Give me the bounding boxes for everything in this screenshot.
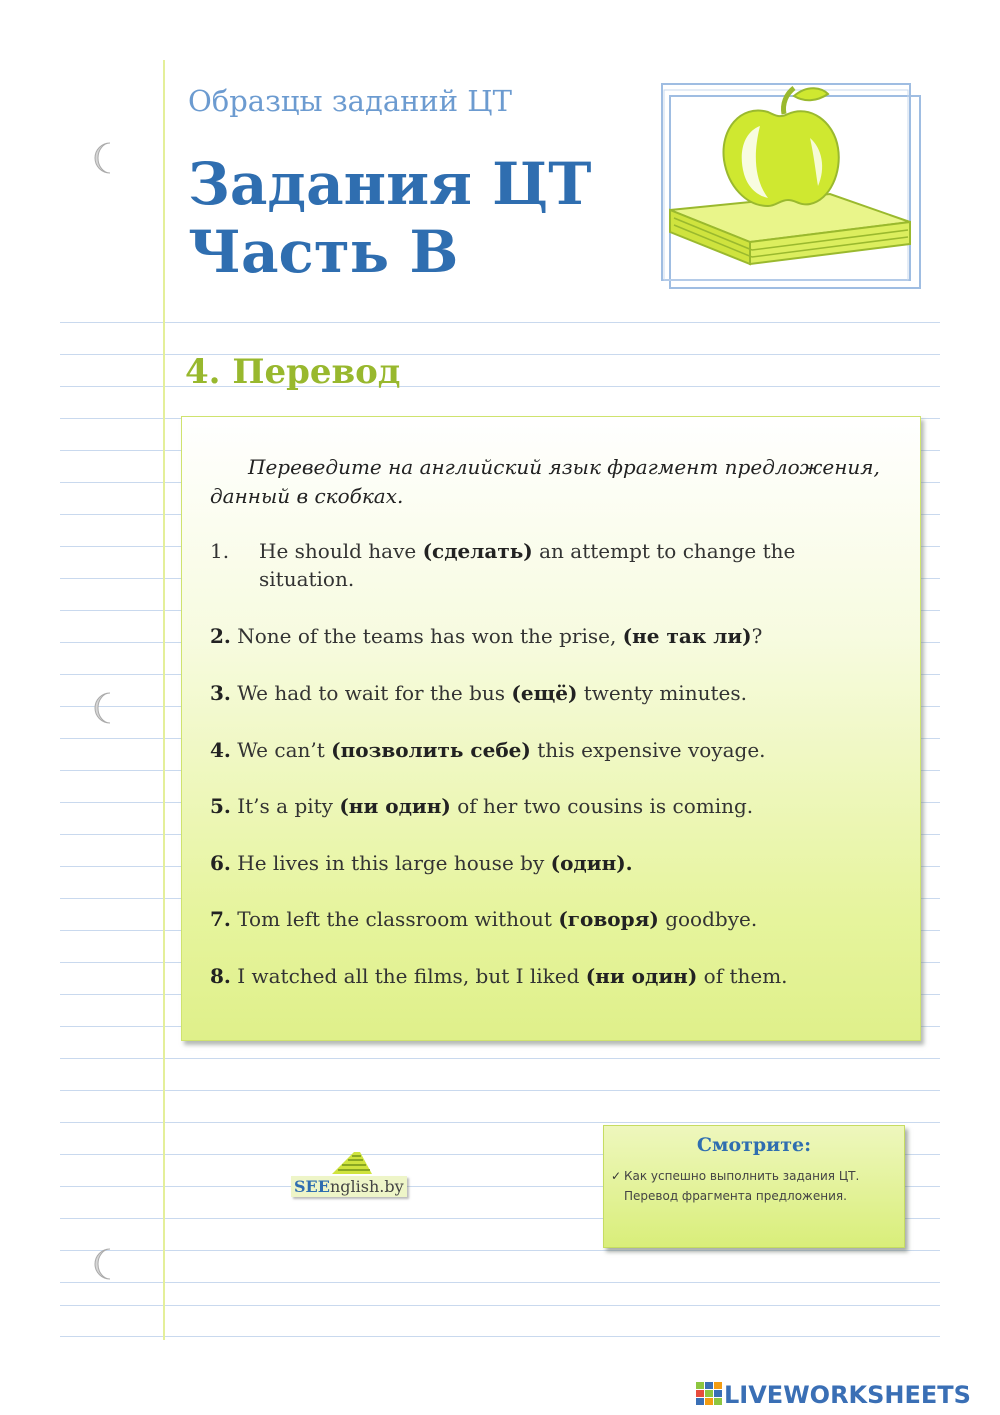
task-item-4: [210, 736, 890, 764]
brand-label: SEEnglish.by: [291, 1176, 407, 1197]
item-text: It’s a pity: [230, 794, 340, 818]
item-text: of them.: [697, 964, 788, 988]
task-box: [181, 416, 921, 1041]
item-number: 2.: [210, 624, 231, 648]
item-number: 1.: [210, 539, 230, 563]
page-title: [188, 150, 591, 286]
stairs-icon: [330, 1150, 374, 1176]
task-item-8: [210, 962, 890, 990]
watermark-text: LIVEWORKSHEETS: [724, 1381, 971, 1409]
title-line-2: Часть B: [188, 218, 459, 286]
item-prompt: (ни один): [339, 794, 451, 818]
item-number: 4.: [210, 738, 231, 762]
task-item-6: [210, 849, 890, 877]
title-line-1: Задания ЦТ: [188, 150, 592, 218]
item-number: 8.: [210, 964, 231, 988]
page-subtitle: Образцы заданий ЦТ: [188, 84, 512, 118]
item-text: of her two cousins is coming.: [450, 794, 754, 818]
item-prompt: (говоря): [558, 907, 659, 931]
binder-hole-icon: [90, 140, 116, 176]
item-text: ?: [751, 624, 763, 648]
item-text: Tom left the classroom without: [230, 907, 559, 931]
item-prompt: (позволить себе): [331, 738, 531, 762]
item-number: 6.: [210, 851, 231, 875]
item-prompt: (один).: [550, 851, 633, 875]
item-text: I watched all the films, but I liked: [230, 964, 586, 988]
item-prompt: (ещё): [511, 681, 578, 705]
item-prompt: (сделать): [422, 539, 533, 563]
item-text: He should have: [259, 539, 423, 563]
item-prompt: (ни один): [585, 964, 698, 988]
see-also-text: Как успешно выполнить задания ЦТ. Перевод фрагмента предложения.: [624, 1169, 860, 1203]
item-text: twenty minutes.: [577, 681, 747, 705]
item-text: an attempt to change the situation.: [259, 539, 796, 591]
check-icon: ✓: [611, 1169, 622, 1183]
seenglish-logo: [290, 1150, 420, 1206]
task-item-2: [210, 622, 890, 650]
task-item-5: [210, 792, 890, 820]
task-item-3: [210, 679, 890, 707]
item-number: 7.: [210, 907, 231, 931]
binder-hole-icon: [90, 1246, 116, 1282]
item-prompt: (не так ли): [622, 624, 752, 648]
apple-book-logo-icon: [660, 82, 922, 290]
task-item-7: [210, 905, 890, 933]
liveworksheets-logo-icon: [696, 1382, 722, 1406]
item-text: We can’t: [230, 738, 332, 762]
see-also-title: Смотрите:: [696, 1134, 812, 1156]
margin-line: [163, 60, 165, 1340]
item-text: None of the teams has won the prise,: [230, 624, 623, 648]
item-text: goodbye.: [658, 907, 758, 931]
item-number: 3.: [210, 681, 231, 705]
liveworksheets-watermark: [696, 1381, 971, 1409]
item-text: this expensive voyage.: [530, 738, 766, 762]
item-text: We had to wait for the bus: [230, 681, 512, 705]
binder-hole-icon: [90, 690, 116, 726]
section-heading: 4. Перевод: [185, 352, 401, 392]
task-instruction: Переведите на английский язык фрагмент предложения, данный в скобках.: [210, 455, 880, 508]
see-also-link[interactable]: [611, 1166, 894, 1206]
item-number: 5.: [210, 794, 231, 818]
item-text: He lives in this large house by: [230, 851, 551, 875]
see-also-box: [603, 1125, 905, 1248]
task-item-1: [210, 537, 890, 593]
